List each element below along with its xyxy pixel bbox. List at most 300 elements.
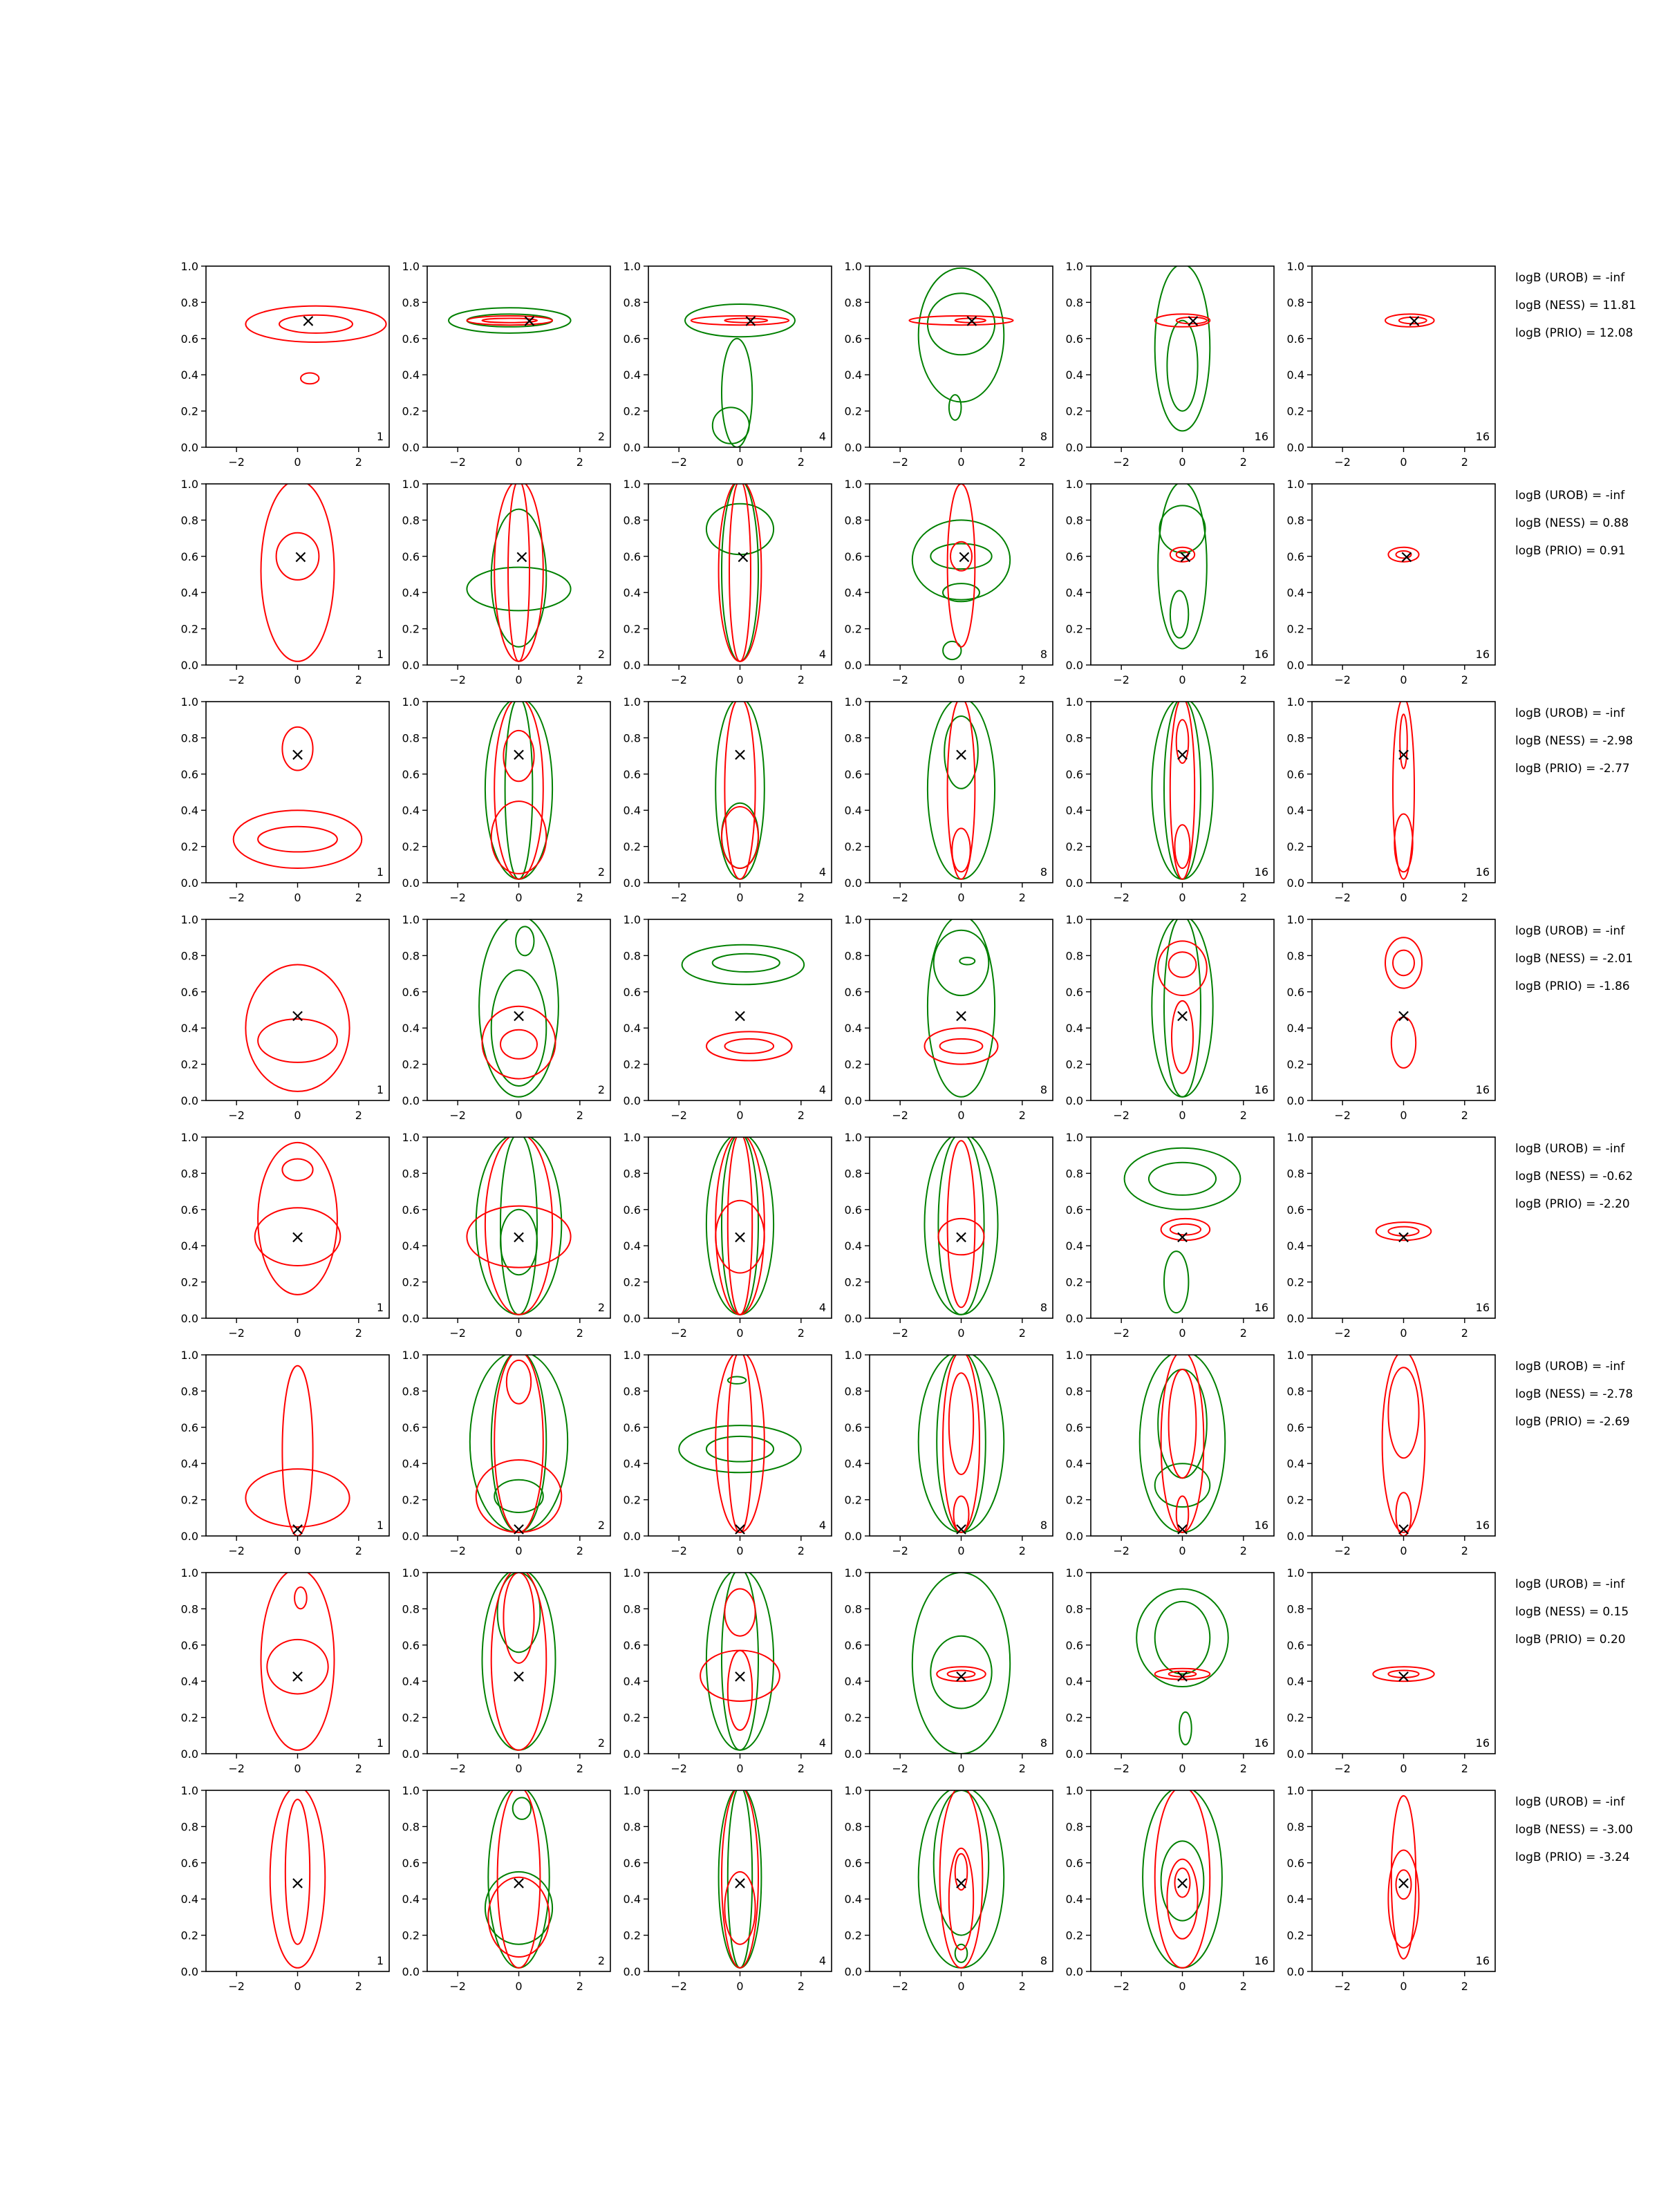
axes-frame [1312, 702, 1495, 883]
x-tick-label: −2 [1334, 891, 1351, 904]
y-tick-label: 0.6 [1065, 1203, 1083, 1217]
y-tick-label: 0.8 [1065, 1602, 1083, 1616]
y-tick-label: 0.0 [1286, 1094, 1304, 1107]
sample-count-label: 1 [376, 1083, 384, 1096]
x-tick-label: −2 [1334, 1109, 1351, 1122]
y-tick-label: 1.0 [623, 1784, 641, 1797]
y-tick-label: 0.2 [180, 1929, 198, 1942]
axes-frame [1312, 484, 1495, 665]
y-tick-label: 0.0 [1065, 1530, 1083, 1543]
y-tick-label: 0.8 [402, 514, 420, 527]
logb-stat: logB (UROB) = -inf [1515, 706, 1625, 720]
axes-frame [1312, 266, 1495, 447]
x-tick-label: 2 [1239, 1327, 1247, 1340]
sample-count-label: 16 [1475, 1301, 1490, 1314]
x-tick-label: −2 [449, 1109, 466, 1122]
green-contour [1179, 1712, 1192, 1745]
green-contour [959, 957, 975, 964]
red-contour [940, 1039, 983, 1053]
y-tick-label: 1.0 [402, 913, 420, 926]
red-contour [728, 1134, 752, 1315]
y-tick-label: 0.2 [844, 622, 862, 636]
panel-r7-c3 [624, 1566, 832, 1775]
y-tick-label: 0.4 [402, 368, 420, 382]
sample-count-label: 8 [1040, 1954, 1047, 1967]
green-contour [919, 1351, 1004, 1533]
y-tick-label: 0.2 [844, 1058, 862, 1071]
x-tick-label: 0 [1179, 891, 1186, 904]
axes-frame [870, 1355, 1053, 1536]
axes-frame [427, 266, 610, 447]
y-tick-label: 0.6 [180, 1638, 198, 1652]
x-tick-label: −2 [449, 456, 466, 469]
true-value-marker: × [953, 744, 969, 765]
x-tick-label: −2 [228, 891, 245, 904]
y-tick-label: 0.4 [844, 1457, 862, 1471]
y-tick-label: 1.0 [623, 1349, 641, 1362]
red-contour [715, 1351, 765, 1533]
x-tick-label: 2 [1239, 1762, 1247, 1775]
true-value-marker: × [1396, 1005, 1412, 1027]
x-tick-label: 2 [1461, 891, 1468, 904]
panel-r5-c5 [1066, 1131, 1274, 1340]
red-contour [1175, 825, 1190, 868]
y-tick-label: 1.0 [1065, 1566, 1083, 1580]
y-tick-label: 0.4 [1286, 804, 1304, 818]
green-contour [919, 268, 1004, 402]
y-tick-label: 0.6 [402, 1203, 420, 1217]
x-tick-label: −2 [671, 1544, 687, 1557]
green-contour [715, 698, 765, 879]
x-tick-label: 2 [797, 1762, 805, 1775]
logb-stat: logB (UROB) = -inf [1515, 924, 1625, 938]
x-tick-label: 2 [1018, 1980, 1026, 1993]
y-tick-label: 0.2 [402, 1711, 420, 1725]
y-tick-label: 0.6 [844, 1203, 862, 1217]
y-tick-label: 1.0 [1286, 478, 1304, 491]
x-tick-label: 0 [294, 456, 301, 469]
y-tick-label: 0.8 [844, 1602, 862, 1616]
red-contour [491, 801, 547, 874]
y-tick-label: 0.0 [402, 1965, 420, 1978]
x-tick-label: 2 [1018, 456, 1026, 469]
logb-stat: logB (NESS) = -0.62 [1515, 1170, 1633, 1183]
x-tick-label: 0 [294, 1544, 301, 1557]
y-tick-label: 0.8 [180, 296, 198, 310]
x-tick-label: −2 [1334, 1980, 1351, 1993]
logb-stat: logB (PRIO) = 0.91 [1515, 544, 1626, 558]
x-tick-label: 2 [576, 1544, 583, 1557]
y-tick-label: 0.4 [1065, 1675, 1083, 1689]
true-value-marker: × [1396, 1873, 1412, 1894]
true-value-marker: × [964, 310, 980, 332]
y-tick-label: 0.0 [844, 659, 862, 672]
x-tick-label: 2 [576, 1327, 583, 1340]
x-tick-label: 0 [294, 1762, 301, 1775]
x-tick-label: 0 [515, 1762, 523, 1775]
x-tick-label: −2 [228, 1327, 245, 1340]
y-tick-label: 0.4 [1065, 1239, 1083, 1253]
red-contour [1169, 952, 1197, 977]
axes-frame [206, 702, 389, 883]
red-contour [234, 810, 362, 868]
red-contour [1393, 698, 1414, 879]
sample-count-label: 2 [597, 1083, 605, 1096]
y-tick-label: 1.0 [1065, 478, 1083, 491]
panel-r7-c1 [181, 1566, 389, 1775]
y-tick-label: 1.0 [402, 695, 420, 709]
sample-count-label: 16 [1475, 1954, 1490, 1967]
y-tick-label: 0.4 [844, 1893, 862, 1906]
y-tick-label: 1.0 [402, 260, 420, 273]
axes-frame [427, 484, 610, 665]
panel-r4-c5 [1066, 913, 1274, 1122]
panel-r5-c3 [624, 1131, 832, 1340]
y-tick-label: 0.6 [1286, 550, 1304, 563]
red-contour [728, 1651, 752, 1730]
sample-count-label: 1 [376, 648, 384, 661]
y-tick-label: 0.6 [1286, 767, 1304, 781]
green-contour [1125, 1148, 1241, 1210]
y-tick-label: 1.0 [1065, 1349, 1083, 1362]
y-tick-label: 0.4 [180, 1022, 198, 1035]
red-contour [494, 480, 543, 662]
y-tick-label: 1.0 [844, 913, 862, 926]
panel-r3-c2 [402, 695, 610, 904]
red-contour [724, 1589, 755, 1636]
y-tick-label: 0.8 [1286, 949, 1304, 963]
axes-frame [648, 1573, 832, 1754]
y-tick-label: 0.4 [1286, 1457, 1304, 1471]
y-tick-label: 0.4 [180, 804, 198, 818]
y-tick-label: 0.8 [402, 1820, 420, 1834]
y-tick-label: 0.0 [180, 877, 198, 890]
y-tick-label: 0.8 [402, 296, 420, 310]
y-tick-label: 0.6 [1065, 767, 1083, 781]
y-tick-label: 1.0 [402, 1566, 420, 1580]
y-tick-label: 0.2 [623, 1275, 641, 1289]
y-tick-label: 0.0 [402, 1747, 420, 1761]
sample-count-label: 16 [1254, 1519, 1268, 1532]
y-tick-label: 0.4 [844, 804, 862, 818]
y-tick-label: 0.4 [623, 586, 641, 600]
green-contour [713, 954, 780, 972]
axes-frame [206, 1573, 389, 1754]
y-tick-label: 1.0 [623, 913, 641, 926]
y-tick-label: 0.4 [180, 1893, 198, 1906]
y-tick-label: 0.8 [1286, 514, 1304, 527]
y-tick-label: 0.2 [402, 1058, 420, 1071]
y-tick-label: 0.8 [1065, 514, 1083, 527]
y-tick-label: 0.0 [1286, 441, 1304, 454]
y-tick-label: 0.2 [1286, 1493, 1304, 1507]
true-value-marker: × [1396, 1519, 1412, 1540]
x-tick-label: −2 [1113, 891, 1130, 904]
y-tick-label: 1.0 [180, 695, 198, 709]
y-tick-label: 0.2 [1065, 1711, 1083, 1725]
y-tick-label: 0.2 [1286, 622, 1304, 636]
y-tick-label: 0.8 [1065, 1385, 1083, 1398]
logb-stat: logB (NESS) = 0.88 [1515, 516, 1629, 530]
red-contour [943, 1351, 980, 1533]
logb-stat: logB (PRIO) = -3.24 [1515, 1850, 1630, 1864]
y-tick-label: 0.4 [180, 1675, 198, 1689]
y-tick-label: 0.8 [180, 1602, 198, 1616]
y-tick-label: 0.0 [180, 1530, 198, 1543]
red-contour [494, 698, 543, 879]
x-tick-label: −2 [1334, 1544, 1351, 1557]
logb-stat: logB (PRIO) = -1.86 [1515, 980, 1630, 993]
y-tick-label: 0.6 [1286, 1638, 1304, 1652]
y-tick-label: 0.2 [1065, 1058, 1083, 1071]
red-contour [294, 1587, 307, 1609]
y-tick-label: 0.2 [402, 404, 420, 418]
x-tick-label: −2 [1334, 456, 1351, 469]
x-tick-label: 0 [1179, 1980, 1186, 1993]
y-tick-label: 0.4 [1065, 1022, 1083, 1035]
y-tick-label: 0.2 [623, 840, 641, 854]
panel-r5-c4 [845, 1131, 1053, 1340]
y-tick-label: 0.6 [623, 332, 641, 346]
panel-r5-c6 [1287, 1131, 1495, 1340]
y-tick-label: 1.0 [844, 478, 862, 491]
y-tick-label: 0.6 [402, 332, 420, 346]
x-tick-label: −2 [1113, 1980, 1130, 1993]
x-tick-label: 0 [1400, 1980, 1407, 1993]
x-tick-label: −2 [1113, 1762, 1130, 1775]
y-tick-label: 0.2 [1286, 404, 1304, 418]
true-value-marker: × [735, 546, 751, 568]
panel-r7-c2 [402, 1566, 610, 1775]
axes-frame [648, 1355, 832, 1536]
green-contour [513, 1798, 531, 1819]
y-tick-label: 0.6 [623, 1856, 641, 1870]
x-tick-label: 2 [1239, 891, 1247, 904]
y-tick-label: 0.2 [1065, 1493, 1083, 1507]
sample-count-label: 4 [818, 1736, 826, 1750]
y-tick-label: 0.6 [844, 1856, 862, 1870]
x-tick-label: 0 [515, 891, 523, 904]
panel-r4-c6 [1287, 913, 1495, 1122]
y-tick-label: 1.0 [623, 695, 641, 709]
x-tick-label: 2 [576, 456, 583, 469]
y-tick-label: 0.6 [623, 985, 641, 999]
x-tick-label: 2 [1018, 1327, 1026, 1340]
y-tick-label: 0.2 [402, 622, 420, 636]
y-tick-label: 0.6 [402, 1421, 420, 1434]
panel-r1-c1 [181, 260, 389, 469]
y-tick-label: 0.4 [1065, 586, 1083, 600]
x-tick-label: 2 [1239, 1544, 1247, 1557]
axes-frame [648, 484, 832, 665]
x-tick-label: 0 [957, 1544, 965, 1557]
true-value-marker: × [953, 1227, 969, 1248]
panel-r3-c6 [1287, 695, 1495, 904]
red-contour [725, 1039, 774, 1053]
y-tick-label: 0.8 [402, 731, 420, 745]
true-value-marker: × [732, 1227, 748, 1248]
x-tick-label: 2 [797, 456, 805, 469]
y-tick-label: 0.4 [402, 1022, 420, 1035]
panel-r3-c1 [181, 695, 389, 904]
panel-r4-c4 [845, 913, 1053, 1122]
y-tick-label: 0.8 [844, 731, 862, 745]
x-tick-label: −2 [671, 673, 687, 686]
x-tick-label: 0 [736, 1980, 744, 1993]
x-tick-label: 2 [355, 673, 362, 686]
red-contour [724, 698, 755, 879]
y-tick-label: 0.6 [844, 767, 862, 781]
y-tick-label: 0.8 [623, 1167, 641, 1181]
x-tick-label: 2 [576, 1980, 583, 1993]
y-tick-label: 0.8 [180, 1167, 198, 1181]
green-contour [1152, 698, 1212, 879]
true-value-marker: × [1407, 310, 1422, 332]
sample-count-label: 16 [1475, 1736, 1490, 1750]
true-value-marker: × [1178, 546, 1193, 568]
x-tick-label: 0 [515, 1327, 523, 1340]
y-tick-label: 0.8 [623, 514, 641, 527]
y-tick-label: 0.6 [402, 1638, 420, 1652]
y-tick-label: 0.2 [844, 840, 862, 854]
y-tick-label: 0.8 [402, 1602, 420, 1616]
x-tick-label: −2 [1113, 1109, 1130, 1122]
y-tick-label: 0.8 [1286, 731, 1304, 745]
y-tick-label: 0.2 [1065, 404, 1083, 418]
y-tick-label: 0.8 [1065, 731, 1083, 745]
true-value-marker: × [732, 1873, 748, 1894]
red-contour [285, 1799, 310, 1944]
y-tick-label: 0.0 [402, 1530, 420, 1543]
y-tick-label: 0.4 [623, 1457, 641, 1471]
green-contour [722, 480, 758, 662]
green-contour [1140, 1351, 1226, 1533]
sample-count-label: 1 [376, 430, 384, 443]
green-contour [470, 1351, 568, 1533]
axes-frame [1312, 1355, 1495, 1536]
x-tick-label: −2 [449, 673, 466, 686]
x-tick-label: 0 [957, 891, 965, 904]
red-contour [719, 480, 762, 662]
y-tick-label: 0.2 [402, 840, 420, 854]
y-tick-label: 0.8 [1286, 1385, 1304, 1398]
y-tick-label: 0.2 [844, 1275, 862, 1289]
logb-stat: logB (UROB) = -inf [1515, 271, 1625, 285]
red-contour [503, 1573, 534, 1663]
red-contour [467, 316, 553, 325]
red-contour [282, 1366, 312, 1536]
y-tick-label: 0.4 [402, 1457, 420, 1471]
y-tick-label: 1.0 [844, 1566, 862, 1580]
x-tick-label: 0 [736, 1327, 744, 1340]
x-tick-label: 2 [355, 1544, 362, 1557]
y-tick-label: 0.2 [1286, 1929, 1304, 1942]
y-tick-label: 0.4 [402, 586, 420, 600]
true-value-marker: × [293, 546, 308, 568]
x-tick-label: 2 [1018, 891, 1026, 904]
axes-frame [427, 1355, 610, 1536]
true-value-marker: × [1396, 1227, 1412, 1248]
panel-r6-c3 [624, 1349, 832, 1557]
y-tick-label: 0.6 [844, 1421, 862, 1434]
x-tick-label: 0 [736, 673, 744, 686]
panel-r8-c6 [1287, 1784, 1495, 1993]
axes-frame [1091, 484, 1274, 665]
y-tick-label: 0.0 [1286, 1747, 1304, 1761]
y-tick-label: 1.0 [1286, 1131, 1304, 1144]
x-tick-label: −2 [228, 1544, 245, 1557]
true-value-marker: × [743, 310, 758, 332]
y-tick-label: 0.8 [623, 1602, 641, 1616]
y-tick-label: 1.0 [180, 1349, 198, 1362]
y-tick-label: 0.4 [1286, 586, 1304, 600]
y-tick-label: 0.2 [1286, 1058, 1304, 1071]
true-value-marker: × [511, 1227, 527, 1248]
x-tick-label: −2 [228, 673, 245, 686]
true-value-marker: × [1399, 546, 1414, 568]
true-value-marker: × [511, 1873, 527, 1894]
y-tick-label: 0.0 [1065, 1747, 1083, 1761]
y-tick-label: 0.6 [1065, 550, 1083, 563]
logb-stat: logB (PRIO) = -2.69 [1515, 1415, 1630, 1429]
y-tick-label: 0.0 [402, 441, 420, 454]
y-tick-label: 0.4 [1286, 1022, 1304, 1035]
red-contour [282, 1159, 312, 1181]
y-tick-label: 1.0 [180, 1566, 198, 1580]
green-contour [1155, 1602, 1210, 1674]
y-tick-label: 0.8 [844, 1167, 862, 1181]
y-tick-label: 0.4 [1065, 368, 1083, 382]
x-tick-label: −2 [671, 891, 687, 904]
axes-frame [206, 484, 389, 665]
true-value-marker: × [511, 1005, 527, 1027]
panel-r4-c1 [181, 913, 389, 1122]
panel-r6-c5 [1066, 1349, 1274, 1557]
y-tick-label: 0.6 [1286, 985, 1304, 999]
sample-count-label: 8 [1040, 1301, 1047, 1314]
logb-stat: logB (NESS) = -2.78 [1515, 1387, 1633, 1401]
green-contour [912, 1573, 1010, 1754]
true-value-marker: × [290, 1227, 306, 1248]
y-tick-label: 1.0 [1286, 1784, 1304, 1797]
x-tick-label: 0 [1179, 1109, 1186, 1122]
y-tick-label: 0.8 [623, 1385, 641, 1398]
sample-count-label: 16 [1475, 430, 1490, 443]
y-tick-label: 0.0 [844, 441, 862, 454]
axes-frame [206, 1355, 389, 1536]
x-tick-label: −2 [671, 1327, 687, 1340]
sample-count-label: 8 [1040, 430, 1047, 443]
red-contour [1169, 1369, 1197, 1478]
sample-count-label: 4 [818, 1954, 826, 1967]
y-tick-label: 0.8 [180, 1820, 198, 1834]
sample-count-label: 16 [1254, 1954, 1268, 1967]
true-value-marker: × [957, 546, 972, 568]
y-tick-label: 0.6 [180, 1421, 198, 1434]
panel-r3-c3 [624, 695, 832, 904]
y-tick-label: 0.2 [402, 1929, 420, 1942]
y-tick-label: 0.4 [1065, 804, 1083, 818]
x-tick-label: 2 [355, 1762, 362, 1775]
true-value-marker: × [290, 1519, 306, 1540]
y-tick-label: 0.8 [1065, 296, 1083, 310]
y-tick-label: 0.2 [180, 1058, 198, 1071]
x-tick-label: 2 [1461, 1109, 1468, 1122]
y-tick-label: 0.0 [1065, 1965, 1083, 1978]
axes-frame [1091, 702, 1274, 883]
x-tick-label: −2 [228, 1109, 245, 1122]
axes-frame [206, 266, 389, 447]
